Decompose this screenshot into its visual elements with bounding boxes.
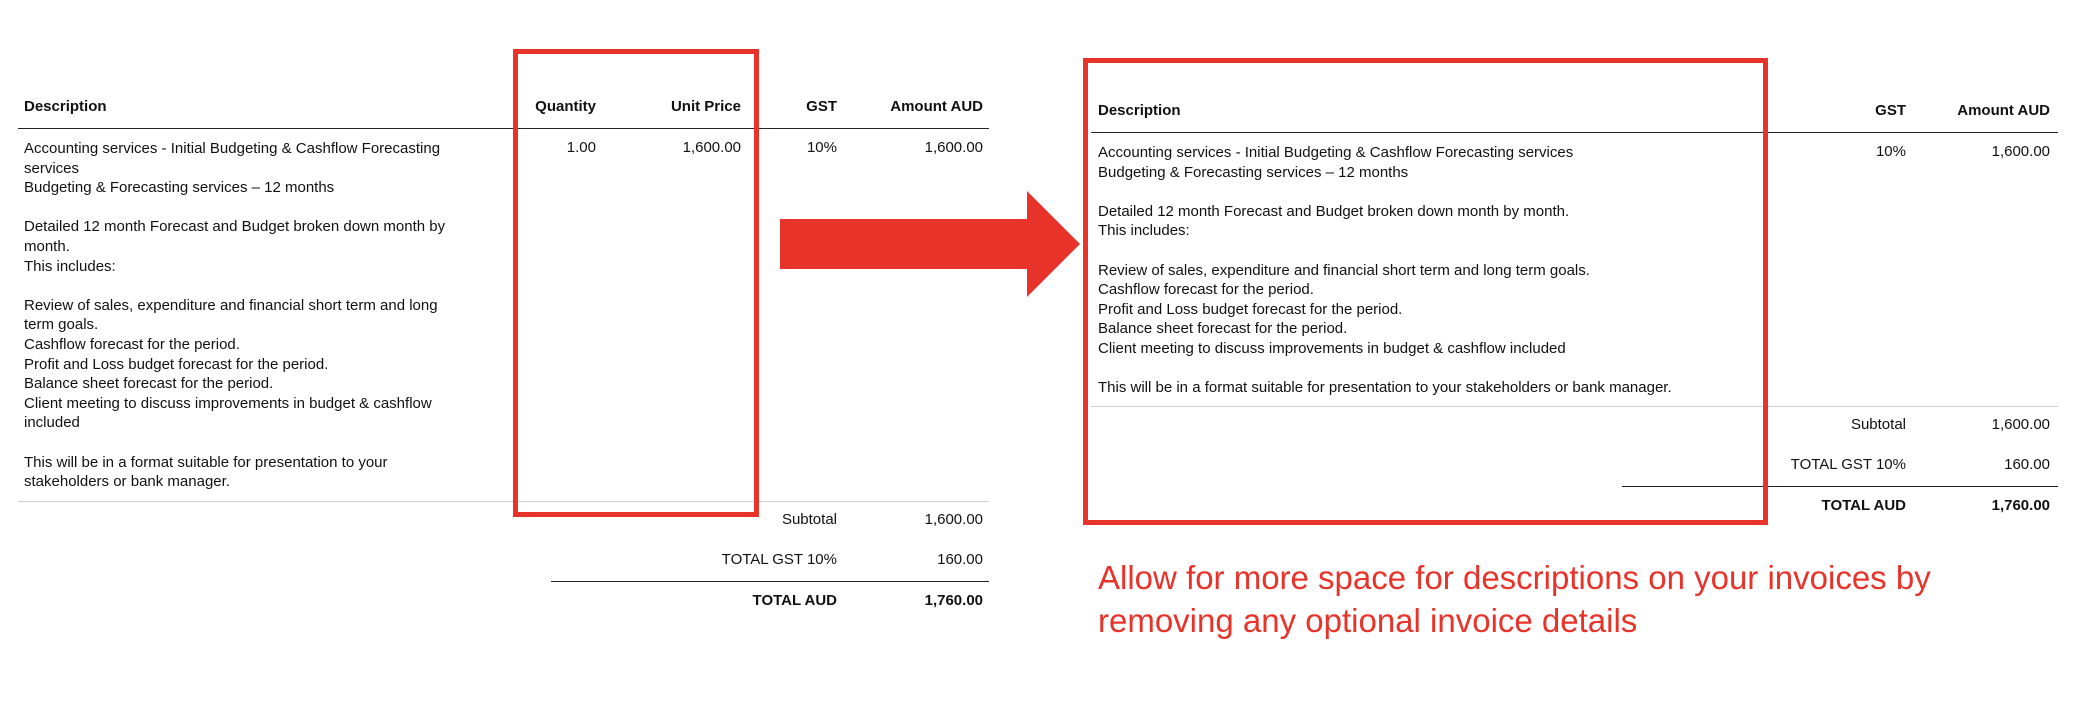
gst-label: TOTAL GST 10% — [721, 551, 837, 568]
gst-value: 160.00 — [2004, 456, 2050, 473]
header-quantity: Quantity — [535, 98, 596, 115]
subtotal-value: 1,600.00 — [924, 511, 983, 528]
arrow-shape — [780, 191, 1080, 297]
caption-text: Allow for more space for descriptions on your invoices by removing any optional invoice details — [1098, 559, 1931, 639]
gst-label: TOTAL GST 10% — [1790, 456, 1906, 473]
right-arrow-icon — [780, 191, 1080, 297]
gst-value: 160.00 — [937, 551, 983, 568]
total-value: 1,760.00 — [1991, 497, 2050, 514]
header-amount: Amount AUD — [1957, 102, 2050, 119]
highlight-box-description-area — [1083, 58, 1768, 525]
line-item-gst: 10% — [1875, 143, 1906, 160]
total-label: TOTAL AUD — [752, 592, 837, 609]
line-item-gst: 10% — [806, 139, 837, 156]
highlight-box-removable-columns — [513, 49, 759, 517]
line-item-description: Accounting services - Initial Budgeting & Cashflow Forecasting services Budgeting & Forecasting services – 12 months Detailed 12 month Forecast and Budget broken down month by month. This includes: Review of sales, expenditure and financial short term and long term goals. Cashflow forecast for the period. Profit and Loss budget forecast for the period. Balance sheet forecast for the period. Client meeting to discuss improvements in budget & cashflow included This will be in a format suitable for presentation to your stakeholders or bank manager. — [1098, 144, 1672, 397]
line-item-unit-price: 1,600.00 — [682, 139, 741, 156]
header-amount: Amount AUD — [890, 98, 983, 115]
header-rule — [18, 128, 989, 129]
total-label: TOTAL AUD — [1821, 497, 1906, 514]
total-value: 1,760.00 — [924, 592, 983, 609]
line-item-amount: 1,600.00 — [924, 139, 983, 156]
line-item-amount: 1,600.00 — [1991, 143, 2050, 160]
line-item-description: Accounting services - Initial Budgeting & Cashflow Forecasting services Budgeting & Forecasting services – 12 months Detailed 12 month Forecast and Budget broken down month by month. This includes: Review of sales, expenditure and financial short term and long term goals. Cashflow forecast for the period. Profit and Loss budget forecast for the period. Balance sheet forecast for the period. Client meeting to discuss improvements in budget & cashflow included This will be in a format suitable for presentation to your stakeholders or bank manager. — [24, 140, 446, 491]
header-gst: GST — [806, 98, 837, 115]
header-description: Description — [24, 98, 107, 115]
header-gst: GST — [1875, 102, 1906, 119]
subtotal-label: Subtotal — [1850, 416, 1906, 433]
subtotal-value: 1,600.00 — [1991, 416, 2050, 433]
subtotal-label: Subtotal — [781, 511, 837, 528]
total-rule — [551, 581, 989, 582]
line-item-quantity: 1.00 — [566, 139, 596, 156]
header-description: Description — [1098, 102, 1181, 119]
line-item-rule — [18, 501, 989, 502]
header-unit-price: Unit Price — [670, 98, 741, 115]
